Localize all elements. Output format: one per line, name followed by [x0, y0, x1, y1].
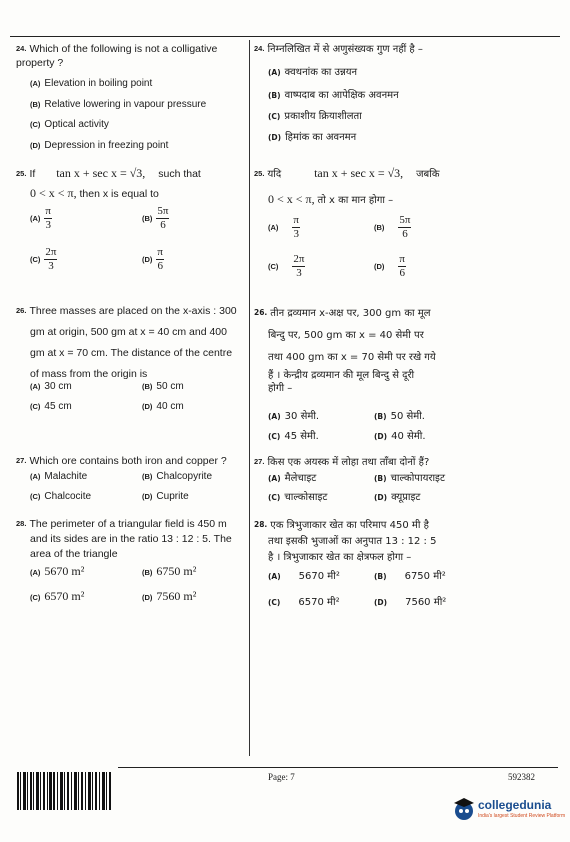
q25-en-option-b: (B) $\frac{5\pi}{6}$	[142, 205, 169, 231]
q25-hi-option-a: (A) $\frac{\pi}{3}$	[268, 214, 299, 240]
q25-en-option-d: (D) $\frac{\pi}{6}$	[142, 246, 163, 272]
q26-hi-option-c: (C) 45 सेमी.	[268, 431, 319, 442]
q25-en-line2: 0 < x < π, then x is equal to	[30, 186, 159, 200]
q25-hi-option-b: (B) $\frac{5\pi}{6}$	[374, 214, 411, 240]
q27-en-question: 27. Which ore contains both iron and copper ?	[16, 455, 227, 467]
q26-hi-option-d: (D) 40 सेमी.	[374, 431, 426, 442]
brand-tagline: India's largest Student Review Platform	[478, 813, 566, 819]
q27-hi-option-b: (B) चाल्कोपायराइट	[374, 473, 445, 484]
q25-en-option-a: (A) $\frac{\pi}{3}$	[30, 205, 51, 231]
q24-en-option-c: (C) Optical activity	[30, 119, 109, 130]
q26-en-option-b: (B) 50 cm	[142, 381, 184, 392]
q26-en-option-d: (D) 40 cm	[142, 401, 184, 412]
q28-hi-question: 28. एक त्रिभुजाकार खेत का परिमाप 450 मी है तथा इसकी भुजाओं का अनुपात 13 : 12 : 5 है । त्रिभुजाकार खेत का क्षेत्रफल होगा –	[254, 520, 437, 563]
q24-en-option-b: (B) Relative lowering in vapour pressure	[30, 99, 207, 110]
q28-en-question: 28. The perimeter of a triangular field is 450 m and its sides are in the ratio 13 : 12 : 5. The area of the triangle	[16, 518, 232, 560]
q27-hi-option-c: (C) चाल्कोसाइट	[268, 492, 328, 503]
q24-hi-option-b: (B) वाष्पदाब का आपेक्षिक अवनमन	[268, 90, 399, 101]
q26-hi-question: 26. तीन द्रव्यमान x-अक्ष पर, 300 gm का मूल बिन्दु पर, 500 gm का x = 40 सेमी पर तथा 400 gm का x = 70 सेमी पर रखे गये हैं । केन्द्रीय द्रव्यमान की मूल बिन्दु से दूरी होगी –	[254, 308, 436, 394]
q28-en-option-c: (C) 6570 m²	[30, 589, 85, 603]
page-number: Page: 7	[268, 772, 295, 782]
q28-en-option-b: (B) 6750 m²	[142, 564, 197, 578]
q28-hi-option-c: (C) 6570 मी²	[268, 597, 340, 608]
q27-en-option-b: (B) Chalcopyrite	[142, 471, 213, 482]
q27-en-option-c: (C) Chalcocite	[30, 491, 92, 502]
column-divider	[249, 40, 250, 756]
q28-hi-option-d: (D) 7560 मी²	[374, 597, 447, 608]
q24-hi-option-a: (A) क्वथनांक का उन्नयन	[268, 67, 358, 78]
q26-hi-option-b: (B) 50 सेमी.	[374, 411, 425, 422]
q26-hi-option-a: (A) 30 सेमी.	[268, 411, 320, 422]
q24-hi-option-c: (C) प्रकाशीय क्रियाशीलता	[268, 111, 362, 122]
q28-hi-option-b: (B) 6750 मी²	[374, 571, 446, 582]
q25-hi-line1: 25. यदि tan x + sec x = √3, जबकि	[254, 166, 440, 180]
top-rule	[10, 36, 560, 37]
q28-en-option-a: (A) 5670 m²	[30, 564, 85, 578]
q26-en-question: 26. Three masses are placed on the x-axis : 300 gm at origin, 500 gm at x = 40 cm and 400 gm at x = 70 cm. The distance of the centre of mass from the origin is	[16, 305, 237, 380]
q24-number: 24.	[16, 44, 27, 53]
q24-en-option-a: (A) Elevation in boiling point	[30, 78, 153, 89]
q25-en-option-c: (C) $\frac{2\pi}{3}$	[30, 246, 57, 272]
q24-en-text: Which of the following is not a colligative property ?	[16, 43, 218, 69]
q25-hi-option-d: (D) $\frac{\pi}{6}$	[374, 253, 405, 279]
q26-en-option-c: (C) 45 cm	[30, 401, 72, 412]
q24-hi-text: निम्नलिखित में से अणुसंख्यक गुण नहीं है –	[267, 44, 423, 55]
q24-en-option-d: (D) Depression in freezing point	[30, 140, 169, 151]
q24-hi-question: 24. निम्नलिखित में से अणुसंख्यक गुण नहीं है –	[254, 44, 423, 55]
q27-hi-option-d: (D) क्यूप्राइट	[374, 492, 421, 503]
barcode	[16, 770, 116, 812]
graduate-cap-icon	[452, 796, 476, 822]
bottom-rule	[118, 767, 558, 768]
q28-hi-option-a: (A) 5670 मी²	[268, 571, 340, 582]
q25-hi-option-c: (C) $\frac{2\pi}{3}$	[268, 253, 305, 279]
q27-en-option-a: (A) Malachite	[30, 471, 88, 482]
q24-en-question	[16, 42, 248, 70]
brand-logo: collegedunia	[478, 798, 552, 812]
q26-en-option-a: (A) 30 cm	[30, 381, 72, 392]
q27-hi-option-a: (A) मैलेचाइट	[268, 473, 317, 484]
q25-en-line1: 25. If tan x + sec x = √3, such that	[16, 166, 201, 180]
q25-hi-line2: 0 < x < π, तो x का मान होगा –	[268, 192, 394, 206]
q27-en-option-d: (D) Cuprite	[142, 491, 189, 502]
q28-en-option-d: (D) 7560 m²	[142, 589, 197, 603]
paper-code: 592382	[508, 772, 535, 782]
q27-hi-question: 27. किस एक अयस्क में लोहा तथा ताँबा दोनों हैं?	[254, 457, 430, 468]
q24-hi-option-d: (D) हिमांक का अवनमन	[268, 132, 357, 143]
